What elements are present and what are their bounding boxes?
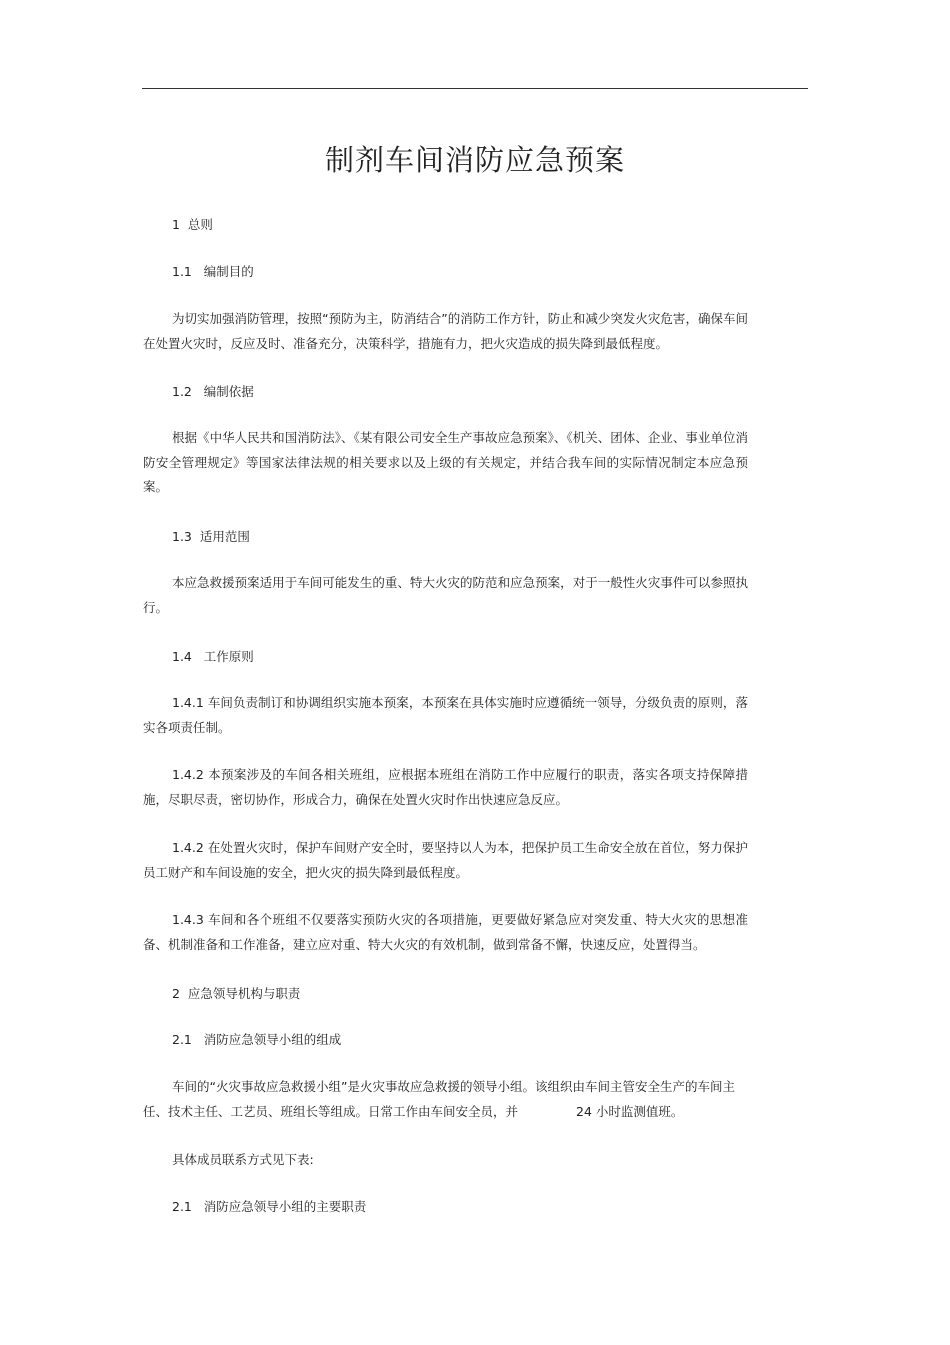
paragraph-composition [143, 1075, 748, 1124]
section-heading-purpose: 1.1 编制目的 [172, 264, 254, 279]
section-heading-principles: 1.4 工作原则 [172, 649, 254, 664]
section-heading-basis: 1.2 编制依据 [172, 384, 254, 399]
paragraph-principle-1: 1.4.1 车间负责制订和协调组织实施本预案，本预案在具体实施时应遵循统一领导，分级负责的原则，落实各项责任制。 [143, 695, 748, 735]
paragraph-principle-3: 1.4.2 在处置火灾时，保护车间财产安全时，要坚持以人为本，把保护员工生命安全放在首位，努力保护员工财产和车间设施的安全，把火灾的损失降到最低程度。 [143, 840, 748, 880]
paragraph-scope: 本应急救援预案适用于车间可能发生的重、特大火灾的防范和应急预案，对于一般性火灾事件可以参照执行。 [143, 575, 748, 615]
section-heading-general: 1 总则 [172, 217, 213, 232]
contact-table-note: 具体成员联系方式见下表: [172, 1152, 314, 1167]
paragraph-composition-part-b: 24 小时监测值班。 [576, 1103, 684, 1119]
section-heading-duties: 2.1 消防应急领导小组的主要职责 [172, 1199, 367, 1214]
document-title: 制剂车间消防应急预案 [324, 143, 625, 177]
section-heading-composition: 2.1 消防应急领导小组的组成 [172, 1032, 342, 1047]
paragraph-purpose: 为切实加强消防管理，按照“预防为主，防消结合”的消防工作方针，防止和减少突发火灾危害，确保车间在处置火灾时，反应及时、准备充分，决策科学，措施有力，把火灾造成的损失降到最低程度。 [143, 311, 748, 351]
section-heading-leadership: 2 应急领导机构与职责 [172, 986, 301, 1001]
section-heading-scope: 1.3 适用范围 [172, 529, 250, 544]
paragraph-principle-4: 1.4.3 车间和各个班组不仅要落实预防火灾的各项措施，更要做好紧急应对突发重、特大火灾的思想准备、机制准备和工作准备，建立应对重、特大火灾的有效机制，做到常备不懈，快速反应，处置得当。 [143, 912, 748, 952]
paragraph-basis: 根据《中华人民共和国消防法》、《某有限公司安全生产事故应急预案》、《机关、团体、企业、事业单位消防安全管理规定》等国家法律法规的相关要求以及上级的有关规定，并结合我车间的实际情况制定本应急预案。 [143, 430, 748, 494]
header-rule [142, 88, 808, 89]
paragraph-principle-2: 1.4.2 本预案涉及的车间各相关班组，应根据本班组在消防工作中应履行的职责，落实各项支持保障措施，尽职尽责，密切协作，形成合力，确保在处置火灾时作出快速应急反应。 [143, 767, 748, 807]
paragraph-composition-part-a: 车间的“火灾事故应急救援小组”是火灾事故应急救援的领导小组。该组织由车间主管安全生产的车间主任、技术主任、工艺员、班组长等组成。日常工作由车间安全员，并 [143, 1079, 735, 1119]
